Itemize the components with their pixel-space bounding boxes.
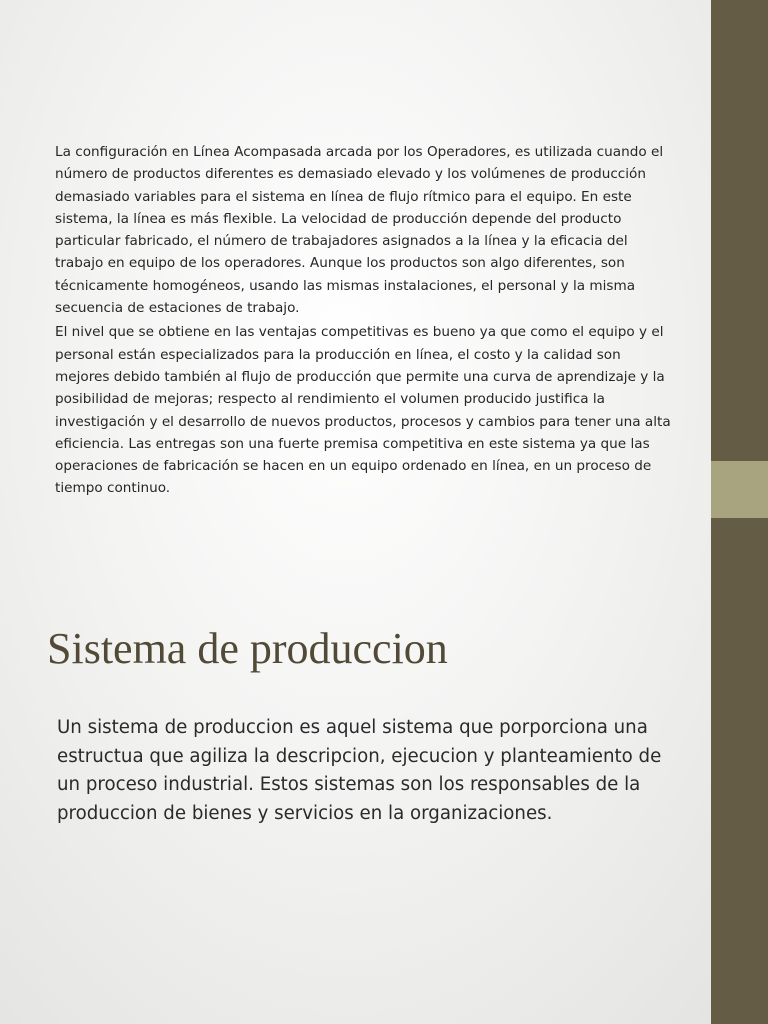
slide-1-paragraph-1: La configuración en Línea Acompasada arcada por los Operadores, es utilizada cuando el número de productos diferentes es demasiado elevado y los volúmenes de producción demasiado variables para el sistema en línea de flujo rítmico para el equipo. En este sistema, la línea es más flexible. La velocidad de producción depende del producto particular fabricado, el número de trabajadores asignados a la línea y la eficacia del trabajo en equipo de los operadores. Aunque los productos son algo diferentes, son técnicamente homogéneos, usando las mismas instalaciones, el personal y la misma secuencia de estaciones de trabajo.	[55, 144, 664, 317]
slide-2-title: Sistema de produccion	[47, 624, 448, 673]
slide-2-text-body: Un sistema de produccion es aquel sistema que porporciona una estructua que agiliza la descripcion, ejecucion y planteamiento de un proceso industrial. Estos sistemas son los responsables de la produccion de bienes y servicios en la organizaciones.	[57, 717, 662, 824]
slide-1-text-body	[55, 141, 677, 502]
side-accent-block	[711, 461, 768, 518]
slide-1-paragraph-2: El nivel que se obtiene en las ventajas competitivas es bueno ya que como el equipo y el personal están especializados para la producción en línea, el costo y la calidad son mejores debido también al flujo de producción que permite una curva de aprendizaje y la posibilidad de mejoras; respecto al rendimiento el volumen producido justifica la investigación y el desarrollo de nuevos productos, procesos y cambios para tener una alta eficiencia. Las entregas son una fuerte premisa competitiva en este sistema ya que las operaciones de fabricación se hacen en un equipo ordenado en línea, en un proceso de tiempo continuo.	[55, 324, 671, 497]
